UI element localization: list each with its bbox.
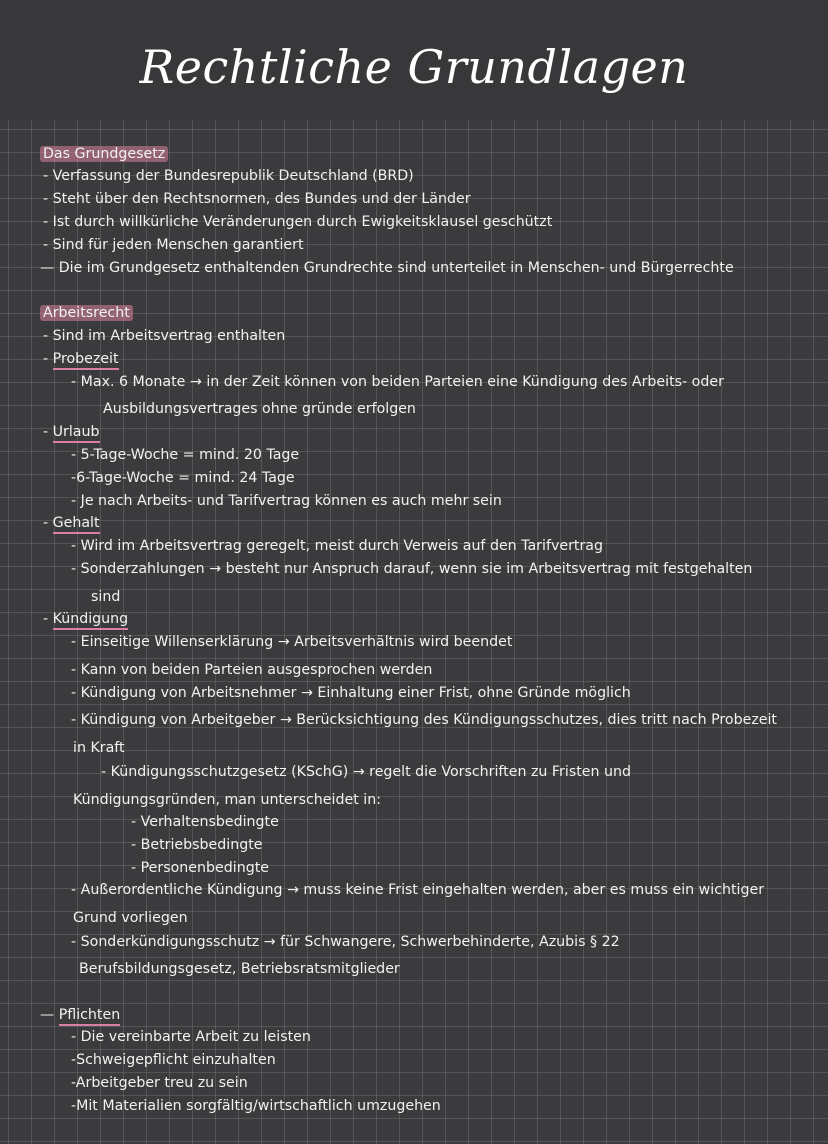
- list-item: in Kraft: [73, 740, 125, 756]
- list-item: - Einseitige Willenserklärung → Arbeitsverhältnis wird beendet: [71, 634, 513, 650]
- list-item: Berufsbildungsgesetz, Betriebsratsmitglieder: [79, 961, 400, 977]
- list-item: - Ist durch willkürliche Veränderungen durch Ewigkeitsklausel geschützt: [43, 214, 553, 230]
- list-item: - Wird im Arbeitsvertrag geregelt, meist durch Verweis auf den Tarifvertrag: [71, 538, 604, 554]
- list-item: - Personenbedingte: [131, 860, 269, 876]
- list-item: - 5-Tage-Woche = mind. 20 Tage: [71, 447, 300, 463]
- list-item: - Je nach Arbeits- und Tarifvertrag können es auch mehr sein: [71, 493, 502, 509]
- list-item: - Kündigung von Arbeitgeber → Berücksichtigung des Kündigungsschutzes, dies tritt nach Probezeit: [71, 712, 777, 728]
- list-item: - Außerordentliche Kündigung → muss keine Frist eingehalten werden, aber es muss ein wichtiger: [71, 882, 765, 898]
- page-title: Rechtliche Grundlagen: [139, 40, 689, 94]
- list-item: Grund vorliegen: [73, 910, 188, 926]
- list-item: - Sonderzahlungen → besteht nur Anspruch darauf, wenn sie im Arbeitsvertrag mit festgehalten: [71, 561, 753, 577]
- list-item: - Betriebsbedingte: [131, 837, 263, 853]
- list-item: Kündigungsgründen, man unterscheidet in:: [73, 792, 381, 808]
- list-item: - Kündigungsschutzgesetz (KSchG) → regelt die Vorschriften zu Fristen und: [101, 764, 631, 780]
- list-item: sind: [91, 589, 121, 605]
- list-item: -6-Tage-Woche = mind. 24 Tage: [71, 470, 295, 486]
- list-item: - Verfassung der Bundesrepublik Deutschland (BRD): [43, 168, 414, 184]
- subheading-urlaub: - Urlaub: [43, 422, 100, 442]
- list-item: Ausbildungsvertrages ohne gründe erfolgen: [103, 401, 416, 417]
- list-item: - Kündigung von Arbeitsnehmer → Einhaltung einer Frist, ohne Gründe möglich: [71, 685, 631, 701]
- list-item: - Steht über den Rechtsnormen, des Bundes und der Länder: [43, 191, 471, 207]
- subheading-pflichten: — Pflichten: [40, 1005, 120, 1025]
- list-item: - Die vereinbarte Arbeit zu leisten: [71, 1029, 311, 1045]
- list-item: -Mit Materialien sorgfältig/wirtschaftlich umzugehen: [71, 1098, 441, 1114]
- subheading-gehalt: - Gehalt: [43, 513, 100, 533]
- section-heading-grundgesetz: Das Grundgesetz: [40, 144, 168, 164]
- list-item: - Sind im Arbeitsvertrag enthalten: [43, 328, 286, 344]
- list-item: — Die im Grundgesetz enthaltenden Grundrechte sind unterteilet in Menschen- und Bürgerrechte: [40, 260, 734, 276]
- list-item: - Sind für jeden Menschen garantiert: [43, 237, 304, 253]
- list-item: - Max. 6 Monate → in der Zeit können von beiden Parteien eine Kündigung des Arbeits- oder: [71, 374, 724, 390]
- title-banner: [0, 0, 828, 120]
- list-item: - Sonderkündigungsschutz → für Schwangere, Schwerbehinderte, Azubis § 22: [71, 934, 620, 950]
- list-item: - Verhaltensbedingte: [131, 814, 279, 830]
- subheading-kuendigung: - Kündigung: [43, 609, 128, 629]
- list-item: -Arbeitgeber treu zu sein: [71, 1075, 248, 1091]
- section-heading-arbeitsrecht: Arbeitsrecht: [40, 303, 133, 323]
- list-item: - Kann von beiden Parteien ausgesprochen werden: [71, 662, 433, 678]
- list-item: -Schweigepflicht einzuhalten: [71, 1052, 276, 1068]
- subheading-probezeit: - Probezeit: [43, 349, 119, 369]
